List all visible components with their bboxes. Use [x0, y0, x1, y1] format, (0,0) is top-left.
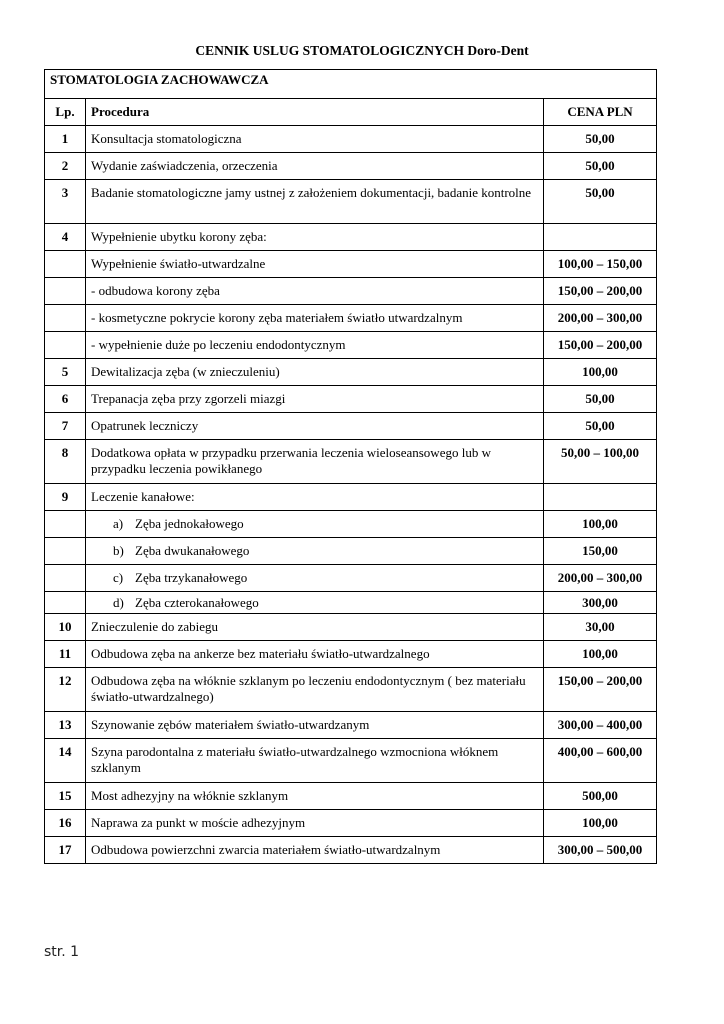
table-row	[45, 614, 657, 641]
row-lp: 14	[45, 739, 86, 783]
list-marker: b)	[113, 543, 124, 558]
list-marker: a)	[113, 516, 124, 531]
table-row	[45, 278, 657, 305]
table-row	[45, 180, 657, 224]
row-price: 200,00 – 300,00	[544, 565, 657, 592]
row-lp: 13	[45, 712, 86, 739]
row-lp: 3	[45, 180, 86, 224]
row-price: 30,00	[544, 614, 657, 641]
row-lp: 7	[45, 413, 86, 440]
row-price: 400,00 – 600,00	[544, 739, 657, 783]
row-price	[544, 224, 657, 251]
row-lp: 16	[45, 810, 86, 837]
row-procedure: Trepanacja zęba przy zgorzeli miazgi	[86, 386, 544, 413]
row-price: 300,00 – 400,00	[544, 712, 657, 739]
row-procedure: Wypełnienie ubytku korony zęba:	[86, 224, 544, 251]
table-row	[45, 484, 657, 511]
row-procedure: Odbudowa zęba na włóknie szklanym po leczeniu endodontycznym ( bez materiału światło-utwardzalnego)	[86, 668, 544, 712]
row-procedure: - odbudowa korony zęba	[86, 278, 544, 305]
table-row	[45, 592, 657, 614]
row-procedure: Szyna parodontalna z materiału światło-utwardzalnego wzmocniona włóknem szklanym	[86, 739, 544, 783]
table-row	[45, 224, 657, 251]
row-procedure: Naprawa za punkt w moście adhezyjnym	[86, 810, 544, 837]
table-row	[45, 386, 657, 413]
row-procedure	[86, 538, 544, 565]
row-procedure-text: Zęba czterokanałowego	[135, 595, 259, 610]
row-price: 50,00	[544, 126, 657, 153]
row-lp: 17	[45, 837, 86, 864]
table-row	[45, 153, 657, 180]
table-row	[45, 413, 657, 440]
row-lp: 1	[45, 126, 86, 153]
row-procedure: Dewitalizacja zęba (w znieczuleniu)	[86, 359, 544, 386]
row-procedure: Konsultacja stomatologiczna	[86, 126, 544, 153]
row-procedure-text: Zęba dwukanałowego	[135, 543, 250, 558]
row-price: 50,00 – 100,00	[544, 440, 657, 484]
table-row	[45, 305, 657, 332]
row-procedure: Opatrunek leczniczy	[86, 413, 544, 440]
table-row	[45, 251, 657, 278]
row-lp	[45, 511, 86, 538]
header-row	[45, 99, 657, 126]
table-row	[45, 538, 657, 565]
row-price: 100,00	[544, 359, 657, 386]
row-price: 200,00 – 300,00	[544, 305, 657, 332]
table-row	[45, 511, 657, 538]
section-row	[45, 70, 657, 99]
table-row	[45, 332, 657, 359]
row-price: 150,00 – 200,00	[544, 332, 657, 359]
row-procedure: Odbudowa zęba na ankerze bez materiału światło-utwardzalnego	[86, 641, 544, 668]
table-row	[45, 712, 657, 739]
row-procedure: Most adhezyjny na włóknie szklanym	[86, 783, 544, 810]
row-procedure: - kosmetyczne pokrycie korony zęba materiałem światło utwardzalnym	[86, 305, 544, 332]
row-price: 50,00	[544, 153, 657, 180]
row-price: 150,00 – 200,00	[544, 668, 657, 712]
row-procedure: Leczenie kanałowe:	[86, 484, 544, 511]
table-row	[45, 783, 657, 810]
row-price	[544, 484, 657, 511]
row-procedure-text: Zęba trzykanałowego	[135, 570, 248, 585]
row-lp	[45, 565, 86, 592]
row-price: 100,00	[544, 641, 657, 668]
row-price: 100,00	[544, 810, 657, 837]
list-marker: d)	[113, 595, 124, 610]
row-procedure: Wydanie zaświadczenia, orzeczenia	[86, 153, 544, 180]
row-lp: 5	[45, 359, 86, 386]
row-lp: 9	[45, 484, 86, 511]
row-lp	[45, 278, 86, 305]
row-lp: 6	[45, 386, 86, 413]
row-price: 50,00	[544, 413, 657, 440]
row-procedure: Badanie stomatologiczne jamy ustnej z założeniem dokumentacji, badanie kontrolne	[86, 180, 544, 224]
row-price: 300,00 – 500,00	[544, 837, 657, 864]
table-row	[45, 739, 657, 783]
row-procedure	[86, 592, 544, 614]
page-number: str. 1	[44, 944, 80, 960]
table-row	[45, 126, 657, 153]
row-price: 50,00	[544, 386, 657, 413]
table-row	[45, 440, 657, 484]
row-procedure-text: Zęba jednokałowego	[135, 516, 244, 531]
table-row	[45, 359, 657, 386]
table-row	[45, 641, 657, 668]
row-procedure: Dodatkowa opłata w przypadku przerwania leczenia wieloseansowego lub w przypadku leczenia powikłanego	[86, 440, 544, 484]
row-lp: 12	[45, 668, 86, 712]
document-title: CENNIK USLUG STOMATOLOGICZNYCH Doro-Dent	[195, 43, 529, 58]
price-table	[44, 69, 657, 864]
row-lp	[45, 251, 86, 278]
row-lp: 2	[45, 153, 86, 180]
row-price: 100,00 – 150,00	[544, 251, 657, 278]
row-price: 300,00	[544, 592, 657, 614]
row-procedure: - wypełnienie duże po leczeniu endodontycznym	[86, 332, 544, 359]
row-procedure: Znieczulenie do zabiegu	[86, 614, 544, 641]
row-lp: 4	[45, 224, 86, 251]
header-procedure: Procedura	[86, 99, 544, 126]
table-row	[45, 810, 657, 837]
table-row	[45, 668, 657, 712]
row-procedure	[86, 565, 544, 592]
row-procedure	[86, 511, 544, 538]
row-lp: 8	[45, 440, 86, 484]
row-lp	[45, 305, 86, 332]
header-lp: Lp.	[45, 99, 86, 126]
row-lp	[45, 592, 86, 614]
row-lp: 11	[45, 641, 86, 668]
row-price: 150,00	[544, 538, 657, 565]
list-marker: c)	[113, 570, 124, 585]
row-price: 150,00 – 200,00	[544, 278, 657, 305]
table-row	[45, 837, 657, 864]
row-procedure: Odbudowa powierzchni zwarcia materiałem światło-utwardzalnym	[86, 837, 544, 864]
row-price: 100,00	[544, 511, 657, 538]
row-lp: 15	[45, 783, 86, 810]
table-row	[45, 565, 657, 592]
header-price: CENA PLN	[544, 99, 657, 126]
row-price: 500,00	[544, 783, 657, 810]
row-price: 50,00	[544, 180, 657, 224]
section-title: STOMATOLOGIA ZACHOWAWCZA	[45, 70, 657, 99]
row-procedure: Szynowanie zębów materiałem światło-utwardzanym	[86, 712, 544, 739]
row-procedure: Wypełnienie światło-utwardzalne	[86, 251, 544, 278]
row-lp	[45, 538, 86, 565]
row-lp: 10	[45, 614, 86, 641]
row-lp	[45, 332, 86, 359]
